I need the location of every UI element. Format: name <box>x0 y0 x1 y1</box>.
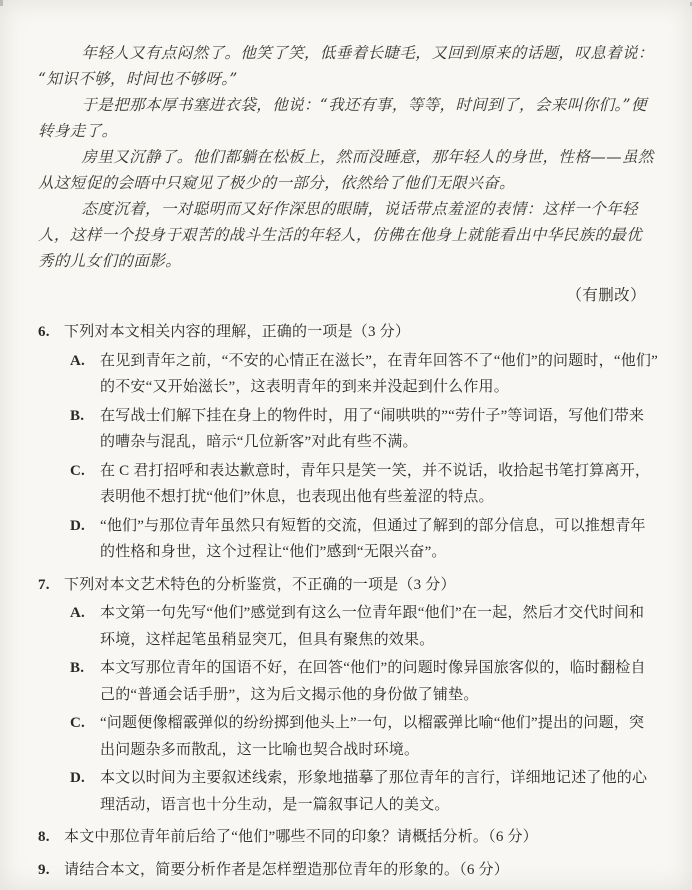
option-label: A. <box>70 352 85 369</box>
question-stem-text: 下列对本文相关内容的理解，正确的一项是（3 分） <box>64 324 411 340</box>
question-7-option-c <box>70 710 658 763</box>
question-8-stem <box>38 824 658 851</box>
question-7-option-d <box>70 765 658 818</box>
passage-paragraph-2: 于是把那本厚书塞进衣袋，他说：“我还有事，等等，时间到了，会来叫你们。”便转身走了。 <box>38 96 647 140</box>
question-7 <box>38 572 658 819</box>
question-9 <box>38 857 658 884</box>
question-stem-text: 下列对本文艺术特色的分析鉴赏，不正确的一项是（3 分） <box>64 576 456 593</box>
question-number: 9. <box>38 861 50 878</box>
passage-paragraph-1: 年轻人又有点闷然了。他笑了笑，低垂着长睫毛，又回到原来的话题，叹息着说：“知识不够，时间也不够呀。” <box>38 44 654 88</box>
option-text: 本文第一句先写“他们”感觉到有这么一位青年跟“他们”在一起，然后才交代时间和环境，这样起笔虽稍显突兀，但具有聚焦的效果。 <box>100 605 645 648</box>
option-label: B. <box>70 660 85 676</box>
question-section <box>38 319 658 883</box>
option-label: B. <box>70 407 85 424</box>
passage-attribution: （有删改） <box>566 287 646 304</box>
question-number: 8. <box>38 829 50 845</box>
option-text: 本文写那位青年的国语不好，在回答“他们”的问题时像异国旅客似的，临时翻检自己的“普通会话手册”，这为后文揭示他的身份做了铺垫。 <box>100 660 646 703</box>
passage-paragraph-3: 房里又沉静了。他们都躺在松板上，然而没睡意，那年轻人的身世，性格——虽然从这短促的会晤中只窥见了极少的一部分，依然给了他们无限兴奋。 <box>38 148 654 192</box>
question-6-option-c <box>70 458 658 511</box>
reading-passage <box>38 40 658 309</box>
option-text: “他们”与那位青年虽然只有短暂的交流，但通过了解到的部分信息，可以推想青年的性格和身世，这个过程让“他们”感到“无限兴奋”。 <box>100 517 646 560</box>
question-number: 6. <box>38 324 50 340</box>
question-8 <box>38 824 658 851</box>
question-6-option-a <box>70 348 658 401</box>
option-text: “问题便像榴霰弹似的纷纷掷到他头上”一句，以榴霰弹比喻“他们”提出的问题，突出问题杂多而散乱，这一比喻也契合战时环境。 <box>100 715 645 758</box>
question-7-option-b <box>70 655 658 708</box>
question-9-stem <box>38 857 658 884</box>
question-6-option-b <box>70 403 658 456</box>
option-text: 在 C 君打招呼和表达歉意时，青年只是笑一笑，并不说话，收拾起书笔打算离开，表明他不想打扰“他们”休息，也表现出他有些羞涩的特点。 <box>100 462 651 505</box>
question-stem-text: 本文中那位青年前后给了“他们”哪些不同的印象？请概括分析。（6 分） <box>64 829 538 845</box>
question-6-stem <box>38 319 658 346</box>
option-text: 本文以时间为主要叙述线索，形象地描摹了那位青年的言行，详细地记述了他的心理活动，语言也十分生动，是一篇叙事记人的美文。 <box>100 770 648 813</box>
question-stem-text: 请结合本文，简要分析作者是怎样塑造那位青年的形象的。（6 分） <box>64 861 509 878</box>
option-label: C. <box>70 715 85 731</box>
question-7-option-a <box>70 600 658 653</box>
question-6-option-d <box>70 513 658 566</box>
option-label: D. <box>70 517 85 534</box>
option-label: A. <box>70 605 85 621</box>
option-text: 在见到青年之前，“不安的心情正在滋长”，在青年回答不了“他们”的问题时，“他们”的不安“又开始滋长”，这表明青年的到来并没起到什么作用。 <box>100 352 658 395</box>
passage-paragraph-4: 态度沉着，一对聪明而又好作深思的眼睛，说话带点羞涩的表情：这样一个年轻人，这样一个投身于艰苦的战斗生活的年轻人，仿佛在他身上就能看出中华民族的最优秀的儿女们的面影。 <box>38 200 643 270</box>
option-text: 在写战士们解下挂在身上的物件时，用了“闹哄哄的”“劳什子”等词语，写他们带来的嘈杂与混乱，暗示“几位新客”对此有些不满。 <box>100 407 645 450</box>
option-label: D. <box>70 770 85 786</box>
question-number: 7. <box>38 576 50 593</box>
question-7-stem <box>38 572 658 599</box>
question-6 <box>38 319 658 566</box>
option-label: C. <box>70 462 85 479</box>
